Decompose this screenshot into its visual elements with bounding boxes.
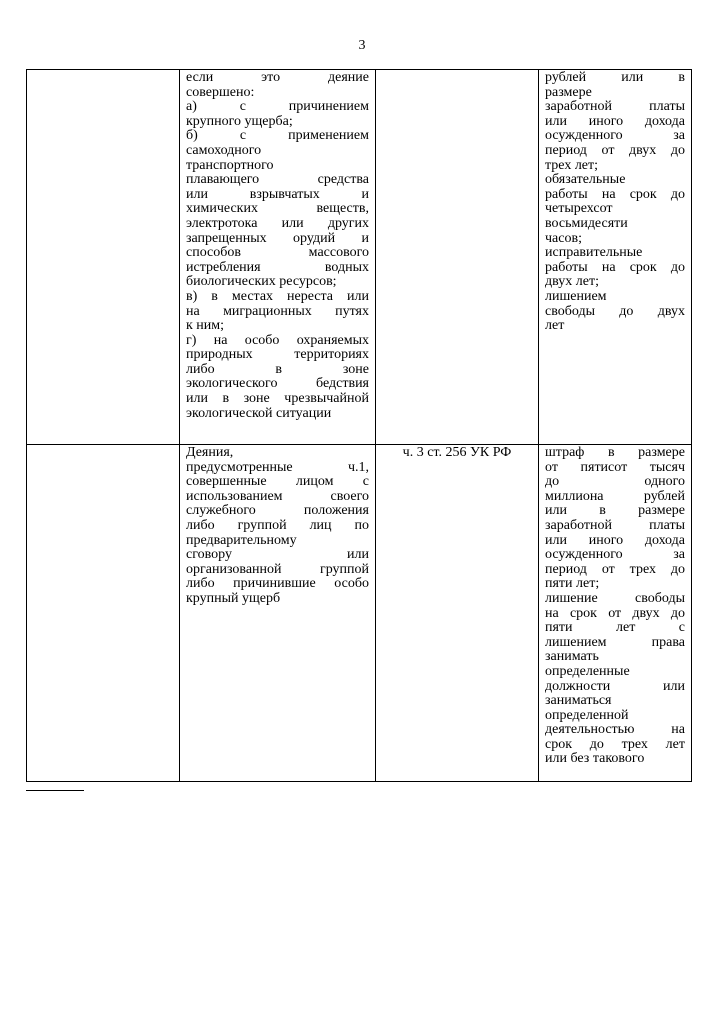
text-line: занимать: [545, 649, 599, 665]
cell-article: ч. 3 ст. 256 УК РФ: [376, 445, 539, 782]
text-line: на срок от двух до: [545, 605, 685, 621]
text-line: крупного ущерба;: [186, 113, 293, 129]
page-number: 3: [358, 38, 366, 53]
text-line: или иного дохода: [545, 532, 685, 548]
text-line: совершенные лицом с: [186, 474, 369, 490]
text-line: в) в местах нереста или: [186, 288, 369, 304]
cell-penalty: [539, 70, 692, 445]
text-line: организованной группой: [186, 561, 369, 577]
text-line: свободы до двух: [545, 303, 685, 319]
text-line: четырехсот: [545, 201, 613, 217]
text-line: использованием своего: [186, 488, 369, 504]
text-line: определенной: [545, 707, 629, 723]
text-line: исправительные: [545, 245, 643, 261]
cell-article: [376, 70, 539, 445]
text-line: либо в зоне: [186, 361, 369, 377]
table-row: [27, 70, 692, 445]
text-line: биологических ресурсов;: [186, 274, 337, 290]
text-line: самоходного: [186, 142, 262, 158]
text-line: осужденного за: [545, 128, 685, 144]
text-line: лишение свободы: [545, 590, 685, 606]
text-line: предварительному: [186, 532, 297, 548]
text-line: если это деяние: [186, 70, 369, 85]
text-line: период от двух до: [545, 142, 685, 158]
text-line: или в зоне чрезвычайной: [186, 391, 369, 407]
text-line: а) с причинением: [186, 99, 369, 115]
text-line: заработной платы: [545, 99, 685, 115]
text-line: работы на срок до: [545, 259, 685, 275]
cell-empty: [27, 70, 180, 445]
cell-offense-description: [180, 70, 376, 445]
text-line: осужденного за: [545, 547, 685, 563]
text-line: миллиона рублей: [545, 488, 685, 504]
text-line: запрещенных орудий и: [186, 230, 369, 246]
text-line: пяти лет с: [545, 620, 685, 636]
text-line: крупный ущерб: [186, 590, 281, 606]
text-line: восьмидесяти: [545, 215, 628, 231]
text-line: работы на срок до: [545, 186, 685, 202]
text-line: заработной платы: [545, 517, 685, 533]
text-line: лишением: [545, 288, 607, 304]
text-line: транспортного: [186, 157, 274, 173]
table-row: [27, 445, 692, 782]
footer-rule: [26, 790, 84, 791]
text-line: предусмотренные ч.1,: [186, 459, 369, 475]
cell-offense-description: [180, 445, 376, 782]
text-line: штраф в размере: [545, 445, 685, 460]
text-line: пяти лет;: [545, 576, 600, 592]
text-line: либо причинившие особо: [186, 576, 369, 592]
text-line: обязательные: [545, 172, 626, 188]
text-line: трех лет;: [545, 157, 599, 173]
text-line: или иного дохода: [545, 113, 685, 129]
text-line: совершено:: [186, 84, 255, 100]
text-line: или в размере: [545, 503, 685, 519]
text-line: от пятисот тысяч: [545, 459, 685, 475]
text-line: истребления водных: [186, 259, 369, 275]
text-line: способов массового: [186, 245, 369, 261]
text-line: сговору или: [186, 547, 369, 563]
text-line: часов;: [545, 230, 582, 246]
text-line: заниматься: [545, 693, 612, 709]
text-line: или взрывчатых и: [186, 186, 369, 202]
text-line: плавающего средства: [186, 172, 369, 188]
cell-empty: [27, 445, 180, 782]
cell-penalty: [539, 445, 692, 782]
text-line: природных территориях: [186, 347, 369, 363]
text-line: к ним;: [186, 318, 225, 334]
text-line: определенные: [545, 663, 630, 679]
text-line: рублей или в: [545, 70, 685, 85]
text-line: должности или: [545, 678, 685, 694]
text-line: г) на особо охраняемых: [186, 332, 369, 348]
text-line: б) с применением: [186, 128, 369, 144]
text-line: электротока или других: [186, 215, 369, 231]
text-line: экологической ситуации: [186, 405, 332, 421]
penalty-table: [26, 69, 692, 782]
text-line: период от трех до: [545, 561, 685, 577]
text-line: двух лет;: [545, 274, 599, 290]
text-line: размере: [545, 84, 592, 100]
text-line: лишением права: [545, 634, 685, 650]
text-line: или без такового: [545, 751, 645, 767]
text-line: лет: [545, 318, 565, 334]
text-line: Деяния,: [186, 445, 234, 460]
text-line: служебного положения: [186, 503, 369, 519]
text-line: на миграционных путях: [186, 303, 369, 319]
text-line: экологического бедствия: [186, 376, 369, 392]
text-line: либо группой лиц по: [186, 517, 369, 533]
text-line: химических веществ,: [186, 201, 369, 217]
text-line: деятельностью на: [545, 722, 685, 738]
text-line: до одного: [545, 474, 685, 490]
text-line: срок до трех лет: [545, 736, 685, 752]
